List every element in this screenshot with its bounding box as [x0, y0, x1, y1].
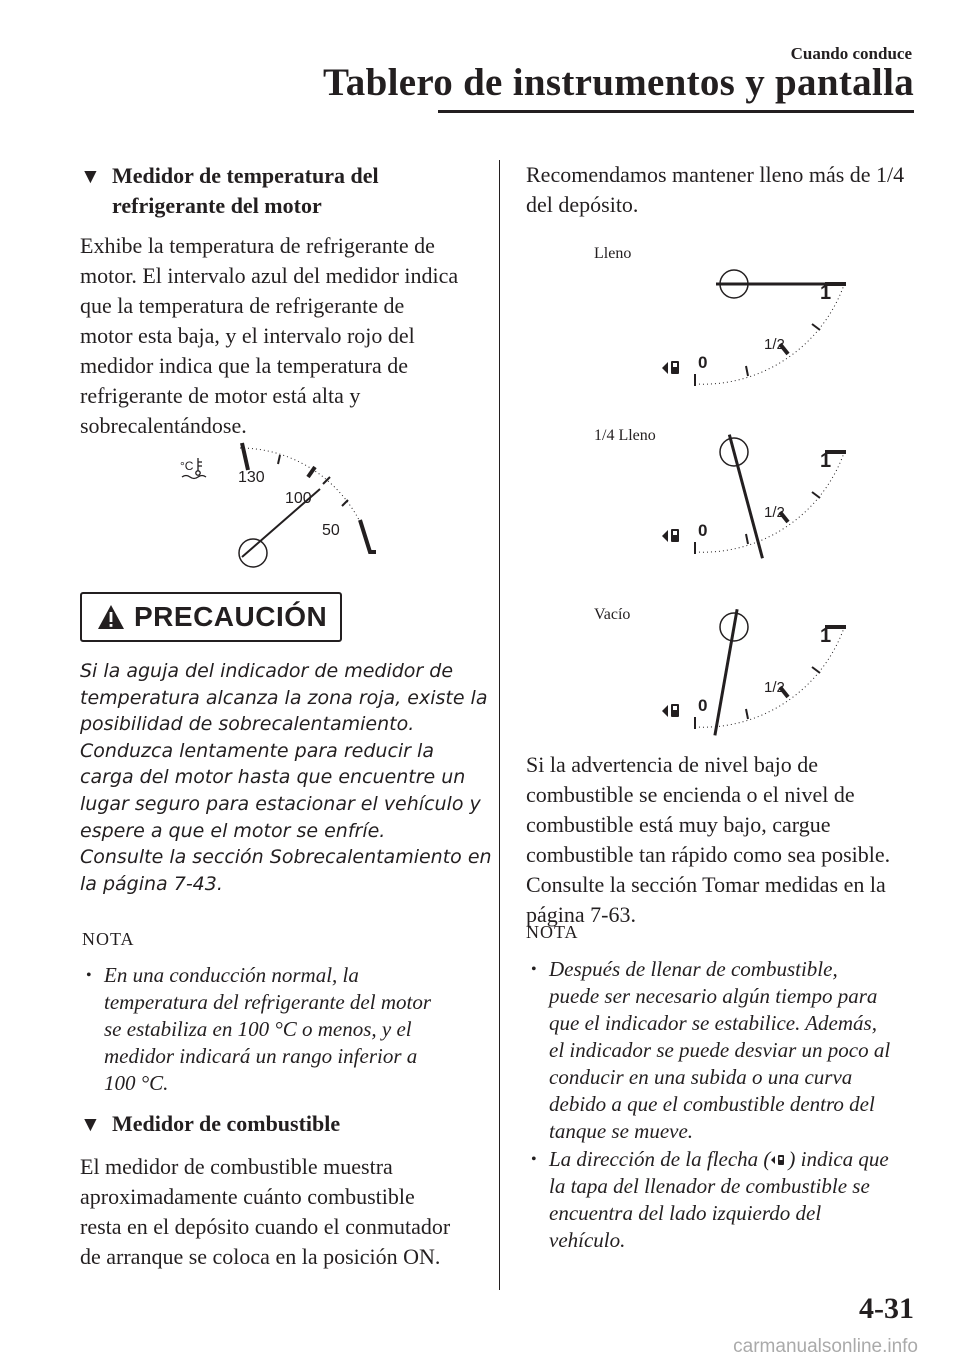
svg-text:°C: °C	[180, 459, 194, 473]
gauge-tick	[812, 492, 820, 498]
caution-box	[80, 592, 342, 642]
gauge-tick-label: 0	[698, 353, 708, 372]
gauge-needle	[715, 609, 737, 735]
coolant-temperature-gauge	[170, 440, 390, 585]
section-triangle-icon: ▼	[80, 164, 101, 188]
running-title: Tablero de instrumentos y pantalla	[323, 61, 914, 104]
note-label: NOTA	[82, 929, 135, 949]
caution-title: PRECAUCIÓN	[134, 601, 328, 632]
fuel-recommendation: Recomendamos mantener lleno más de 1/4 del depósito.	[526, 162, 905, 217]
gauge-tick-label: 1/2	[764, 504, 785, 521]
fuel-pump-arrow-icon	[662, 529, 679, 542]
section-label: Cuando conduce	[790, 44, 912, 63]
arrow-shape	[662, 530, 668, 542]
gauge-tick	[812, 324, 820, 330]
fuel-gauge-empty	[650, 605, 860, 750]
pump-body	[671, 704, 679, 717]
note-item: • La dirección de la flecha ( ) indica que la tapa del llenador de combustible se encuentra del lado izquierdo del vehículo.	[531, 1147, 889, 1252]
gauge-tick	[746, 534, 748, 544]
pump-window	[673, 363, 677, 367]
arrow-shape	[662, 705, 668, 717]
gauge-tick-label: 1	[820, 450, 832, 472]
bullet: •	[86, 967, 92, 984]
fuel-gauge-label: Lleno	[594, 245, 632, 262]
coolant-heading: ▼ Medidor de temperatura del refrigerante del motor	[80, 163, 379, 218]
gauge-tick-100: 100	[285, 490, 312, 507]
bullet: •	[531, 1151, 537, 1168]
page-number: 4-31	[859, 1292, 914, 1325]
fuel-gauge-label: Vacío	[594, 606, 631, 623]
note-item: • Después de llenar de combustible, puede ser necesario algún tiempo para que el indicador se estabilice. Además, el indicador se puede desviar un poco al conducir en una subida o una curva debido a que el combustible dentro del tanque se mueve.	[531, 957, 891, 1143]
note-label: NOTA	[526, 922, 579, 942]
fuel-gauge-quarter	[650, 430, 860, 575]
section-triangle-icon: ▼	[80, 1112, 101, 1136]
watermark: carmanualsonline.info	[733, 1336, 918, 1357]
pump-window	[673, 706, 677, 710]
fuel-pump-arrow-icon	[662, 361, 679, 374]
gauge-tick-label: 0	[698, 696, 708, 715]
gauge-tick-label: 1	[820, 282, 832, 304]
note-item: • En una conducción normal, la temperatura del refrigerante del motor se estabiliza en 100 °C o menos, y el medidor indicará un rango inferior a 100 °C.	[86, 963, 432, 1095]
pump-window	[673, 531, 677, 535]
gauge-tick	[746, 366, 748, 376]
gauge-tick-label: 0	[698, 521, 708, 540]
fuel-description: El medidor de combustible muestra aproximadamente cuánto combustible resta en el depósito cuando el conmutador de arranque se coloca en la posición ON.	[80, 1154, 451, 1269]
gauge-tick	[812, 667, 820, 673]
fuel-gauge-full	[650, 262, 860, 407]
pump-body	[671, 361, 679, 374]
fuel-pump-arrow-icon	[770, 1152, 788, 1168]
column-divider	[499, 160, 500, 1290]
fuel-heading: ▼ Medidor de combustible	[80, 1109, 340, 1139]
gauge-tick-label: 1	[820, 625, 832, 647]
fuel-warning-text: Si la advertencia de nivel bajo de combustible se encienda o el nivel de combustible está muy bajo, cargue combustible tan rápido como sea posible. Consulte la sección Tomar medidas en la página 7-63.	[526, 752, 891, 927]
gauge-tick-50: 50	[322, 522, 340, 539]
coolant-description: Exhibe la temperatura de refrigerante de motor. El intervalo azul del medidor indica que la temperatura de refrigerante de motor esta baja, y el intervalo rojo del medidor indica que la temperatura de refrigerante de motor está alta y sobrecalentándose.	[80, 233, 459, 438]
bullet: •	[531, 961, 537, 978]
coolant-temperature-icon	[180, 458, 206, 479]
gauge-tick-label: 1/2	[764, 679, 785, 696]
arrow-shape	[662, 362, 668, 374]
warning-triangle-icon	[96, 603, 126, 631]
caution-text: Si la aguja del indicador de medidor de temperatura alcanza la zona roja, existe la posibilidad de sobrecalentamiento. Conduzca lentamente para reducir la carga del motor hasta que encuentre un lugar seguro para estacionar el vehículo y espere a que el motor se enfríe. Consulte la sección Sobrecalentamiento en la página 7-43.	[80, 660, 492, 895]
gauge-tick-130: 130	[238, 469, 265, 486]
gauge-tick	[746, 709, 748, 719]
fuel-gauge-label: 1/4 Lleno	[594, 427, 656, 444]
gauge-tick-label: 1/2	[764, 336, 785, 353]
pump-body	[671, 529, 679, 542]
gauge-needle	[729, 435, 762, 559]
fuel-pump-arrow-icon	[662, 704, 679, 717]
header-rule	[438, 110, 914, 113]
